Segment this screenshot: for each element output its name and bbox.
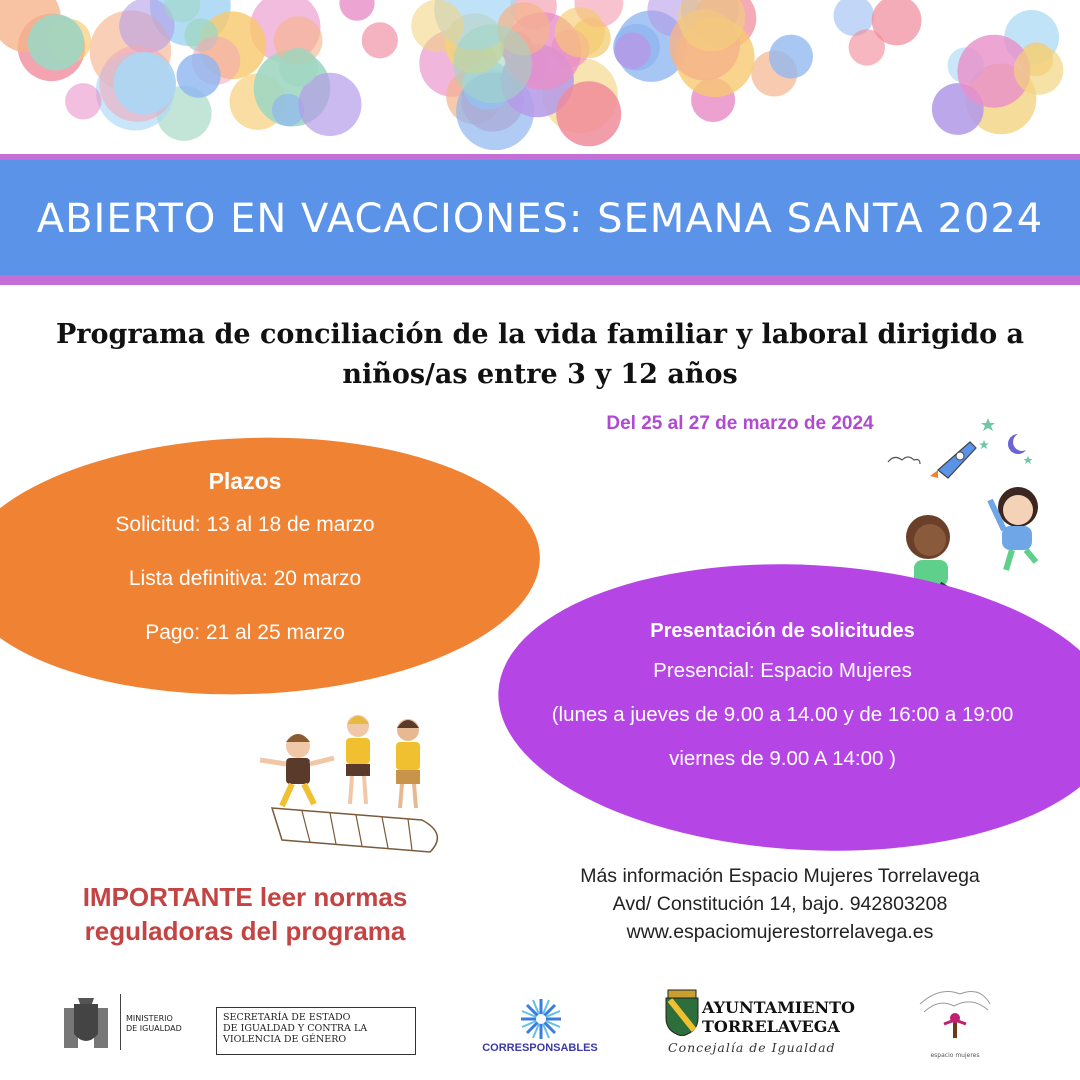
bubble [28, 14, 84, 70]
info-address: Avd/ Constitución 14, bajo. 942803208 [612, 893, 948, 915]
banner-title: ABIERTO EN VACACIONES: SEMANA SANTA 2024 [36, 195, 1044, 242]
secretaria-label [216, 1007, 416, 1055]
logos-row [0, 980, 1080, 1080]
bubble [849, 29, 885, 65]
bubble [65, 83, 101, 119]
presentacion-line: viernes de 9.00 A 14:00 ) [669, 747, 896, 770]
contact-info [530, 862, 1030, 946]
important-notice [30, 880, 460, 948]
bubble [411, 0, 463, 52]
bubble [1014, 45, 1063, 94]
bubble [279, 48, 318, 87]
bubble [769, 35, 813, 79]
ayuntamiento-line-2: TORRELAVEGA [702, 1017, 840, 1036]
secretaria-line-3: VIOLENCIA DE GÉNERO [223, 1034, 347, 1045]
info-line-1: Más información Espacio Mujeres Torrelavega [580, 865, 980, 887]
program-subtitle [40, 315, 1040, 395]
bubble [453, 24, 532, 103]
plazos-item: Lista definitiva: 20 marzo [128, 567, 362, 590]
corresponsables-label: CORRESPONSABLES [482, 1042, 598, 1054]
subtitle-line-2: niños/as entre 3 y 12 años [342, 359, 738, 390]
info-website[interactable]: www.espaciomujerestorrelavega.es [626, 921, 934, 943]
ministerio-label [126, 1014, 182, 1034]
presentacion-heading: Presentación de solicitudes [650, 620, 915, 642]
plazos-section [0, 468, 490, 675]
bubble [339, 0, 374, 21]
secretaria-line-1: SECRETARÍA DE ESTADO [223, 1012, 351, 1023]
ayuntamiento-label [702, 998, 855, 1036]
ministerio-line-2: DE IGUALDAD [126, 1024, 182, 1033]
bubble [555, 7, 605, 57]
plazos-heading: Plazos [208, 468, 282, 494]
plazos-item: Pago: 21 al 25 marzo [145, 621, 345, 644]
torrelavega-shield [664, 988, 700, 1036]
ministerio-line-1: MINISTERIO [126, 1014, 173, 1023]
bubble [177, 54, 221, 98]
tree-logo [910, 984, 1000, 1054]
rocket-icon [930, 442, 976, 478]
important-line-2: reguladoras del programa [84, 916, 406, 946]
cloud-icon [888, 457, 920, 464]
bubble [113, 52, 176, 115]
important-line-1: IMPORTANTE leer normas [82, 882, 408, 912]
ayuntamiento-line-1: AYUNTAMIENTO [702, 998, 855, 1017]
watercolor-bubbles [0, 0, 1080, 150]
corresponsables-logo [518, 996, 564, 1042]
concejalia-label: Concejalía de Igualdad [668, 1040, 836, 1055]
logo-divider [120, 994, 121, 1050]
espacio-mujeres-label: espacio mujeres [930, 1052, 980, 1059]
program-dates: Del 25 al 27 de marzo de 2024 [606, 413, 874, 434]
spain-coat-of-arms [58, 994, 114, 1056]
presentacion-line: (lunes a jueves de 9.00 a 14.00 y de 16:00 a 19:00 [551, 703, 1014, 726]
bubble [614, 32, 651, 69]
hopscotch-illustration [252, 708, 452, 868]
bubble [362, 22, 398, 58]
stars-icon [979, 418, 1033, 464]
moon-icon [1008, 434, 1026, 454]
presentacion-line: Presencial: Espacio Mujeres [653, 659, 912, 682]
secretaria-line-2: DE IGUALDAD Y CONTRA LA [223, 1023, 368, 1034]
bubble [556, 81, 621, 146]
presentacion-section [510, 620, 1055, 791]
subtitle-line-1: Programa de conciliación de la vida familiar y laboral dirigido a [55, 319, 1025, 350]
plazos-item: Solicitud: 13 al 18 de marzo [115, 513, 375, 536]
